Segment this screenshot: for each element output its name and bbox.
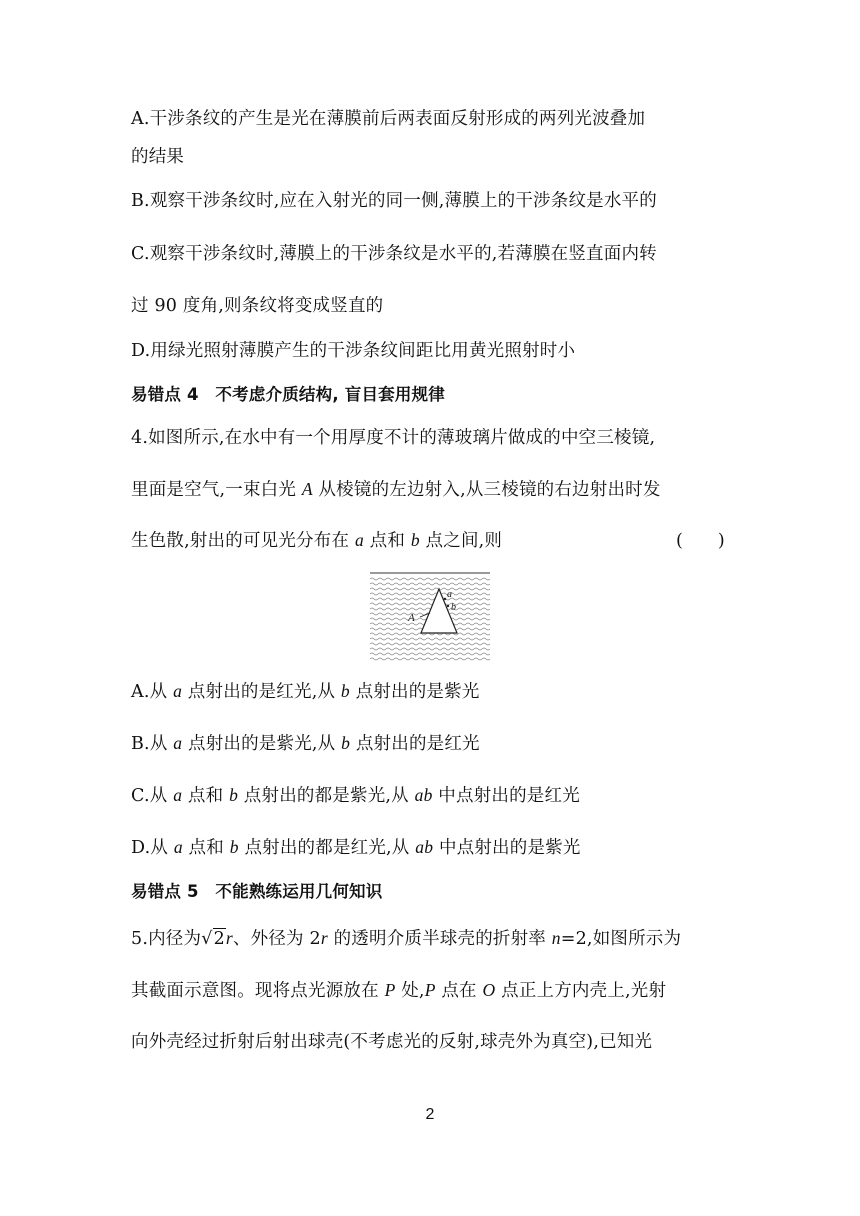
q3-option-b: B.观察干涉条纹时,应在入射光的同一侧,薄膜上的干涉条纹是水平的: [131, 191, 657, 211]
q4-text: 从棱镜的左边射入,从三棱镜的右边射出时发: [312, 480, 661, 500]
q4-opt-var: b: [341, 733, 351, 753]
q3-option-c-line1: C.观察干涉条纹时,薄膜上的干涉条纹是水平的,若薄膜在竖直面内转: [131, 244, 657, 264]
q4-opt-text: D.从: [131, 838, 174, 858]
q5-var-O: O: [482, 980, 496, 1000]
q3-option-d: D.用绿光照射薄膜产生的干涉条纹间距比用黄光照射时小: [131, 341, 576, 361]
q5-text: 5.内径为: [131, 929, 202, 949]
q4-var-A: A: [301, 479, 313, 499]
figure-label-a: a: [447, 589, 452, 600]
q5-stem-line2: [131, 978, 666, 1003]
q4-stem-line2: [131, 477, 661, 502]
q4-opt-text: 点射出的是红光: [350, 734, 480, 754]
q4-opt-var: b: [340, 681, 350, 701]
q5-var-r: r: [225, 928, 233, 948]
q5-var-n: n: [551, 928, 561, 948]
sqrt-radicand: 2: [213, 929, 225, 949]
q5-text: 其截面示意图。现将点光源放在: [131, 981, 385, 1001]
answer-blank: ( ): [676, 531, 725, 551]
q4-opt-var: b: [229, 837, 239, 857]
q5-stem-line1: [131, 926, 681, 951]
q4-text: 点和: [363, 531, 411, 551]
q4-opt-var: a: [173, 733, 183, 753]
q4-opt-var: ab: [415, 837, 434, 857]
q4-opt-text: 点和: [182, 786, 230, 806]
point-b-dot: [447, 605, 449, 607]
q4-opt-text: 点射出的是紫光,从: [182, 734, 342, 754]
q4-opt-var: a: [173, 785, 183, 805]
q5-text: 、外径为 2: [232, 929, 321, 949]
q4-text: 生色散,射出的可见光分布在: [131, 531, 355, 551]
q4-option-d: [131, 835, 581, 860]
q4-opt-text: 点射出的都是紫光,从: [238, 786, 415, 806]
q4-opt-text: B.从: [131, 734, 174, 754]
q4-opt-text: 中点射出的是紫光: [433, 838, 581, 858]
q4-stem-line3: [131, 528, 502, 553]
q5-text: 处,: [395, 981, 425, 1001]
q4-opt-var: a: [173, 681, 183, 701]
q4-opt-text: 点射出的是红光,从: [182, 682, 341, 702]
section-heading-4: 易错点 4 不考虑介质结构, 盲目套用规律: [131, 385, 445, 404]
figure-label-A: A: [408, 612, 415, 624]
q4-stem-line1: 4.如图所示,在水中有一个用厚度不计的薄玻璃片做成的中空三棱镜,: [131, 428, 656, 448]
q3-option-a-line1: A.干涉条纹的产生是光在薄膜前后两表面反射形成的两列光波叠加: [131, 109, 646, 129]
q5-text: 的透明介质半球壳的折射率: [327, 929, 552, 949]
q4-var-b: b: [410, 530, 420, 550]
q5-text: =2,如图所示为: [560, 929, 682, 949]
q3-option-c-line2: 过 90 度角,则条纹将变成竖直的: [131, 296, 384, 316]
q4-option-c: [131, 783, 580, 808]
page-number: 2: [425, 1106, 435, 1123]
q4-opt-text: 点射出的是紫光: [349, 682, 480, 702]
q3-option-a-line2: 的结果: [131, 147, 185, 167]
q4-option-b: [131, 731, 480, 756]
q5-var-P: P: [424, 980, 436, 1000]
q4-opt-text: A.从: [131, 682, 174, 702]
point-a-dot: [444, 598, 446, 600]
figure-label-b: b: [451, 602, 456, 613]
q4-var-a: a: [354, 530, 364, 550]
section-heading-5: 易错点 5 不能熟练运用几何知识: [131, 882, 383, 901]
q4-opt-text: C.从: [131, 786, 174, 806]
q5-text: 点在: [435, 981, 483, 1001]
sqrt-symbol: √2: [201, 929, 225, 949]
q4-opt-var: a: [173, 837, 183, 857]
q4-opt-text: 点射出的都是红光,从: [238, 838, 416, 858]
q4-opt-var: b: [229, 785, 239, 805]
q5-stem-line3: 向外壳经过折射后射出球壳(不考虑光的反射,球壳外为真空),已知光: [131, 1032, 653, 1052]
q5-var-P: P: [384, 980, 396, 1000]
q5-text: 点正上方内壳上,光射: [495, 981, 667, 1001]
prism-in-water-figure: [370, 571, 490, 663]
q4-text: 点之间,则: [419, 531, 503, 551]
q5-var-r: r: [320, 928, 328, 948]
q4-opt-text: 中点射出的是红光: [432, 786, 580, 806]
q4-opt-text: 点和: [182, 838, 230, 858]
q4-opt-var: ab: [414, 785, 433, 805]
q4-text: 里面是空气,一束白光: [131, 480, 302, 500]
q4-option-a: [131, 679, 480, 704]
